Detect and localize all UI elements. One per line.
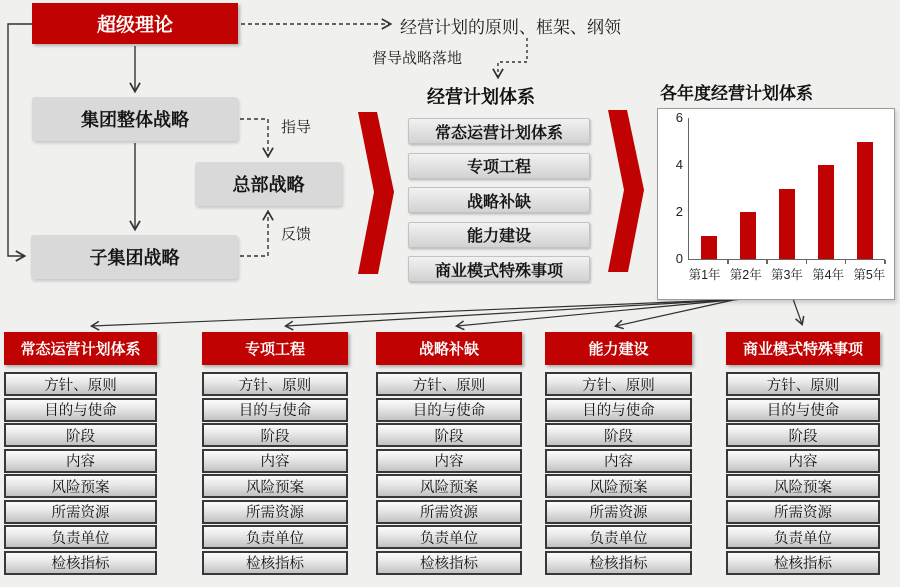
detail-row: 方针、原则 <box>726 372 880 396</box>
detail-row: 所需资源 <box>376 500 522 524</box>
detail-column-rows <box>726 372 880 575</box>
annual-plan-chart <box>657 108 895 300</box>
detail-row: 阶段 <box>726 423 880 447</box>
arrow-to-col-1 <box>92 299 748 326</box>
detail-row: 目的与使命 <box>376 398 522 422</box>
super-theory-box: 超级理论 <box>32 3 238 44</box>
detail-row: 内容 <box>202 449 348 473</box>
plan-system-item: 专项工程 <box>408 153 590 179</box>
detail-row: 所需资源 <box>4 500 157 524</box>
chevron-right-icon <box>608 110 644 272</box>
detail-row: 目的与使命 <box>726 398 880 422</box>
detail-row: 方针、原则 <box>4 372 157 396</box>
detail-row: 负责单位 <box>545 525 692 549</box>
plan-system-item: 战略补缺 <box>408 187 590 213</box>
arrow-to-col-3 <box>457 299 742 326</box>
detail-column-rows <box>4 372 157 575</box>
detail-row: 风险预案 <box>202 474 348 498</box>
detail-column-2 <box>202 332 348 575</box>
chart-bar-第1年 <box>701 236 717 260</box>
chart-x-label: 第1年 <box>688 268 721 282</box>
detail-column-rows <box>202 372 348 575</box>
detail-row: 检核指标 <box>376 551 522 575</box>
chart-plot-area <box>688 118 885 260</box>
detail-column-rows <box>376 372 522 575</box>
chart-x-tickmark <box>845 260 847 264</box>
chart-y-tick: 0 <box>675 251 683 266</box>
chart-y-tick: 2 <box>675 204 683 219</box>
detail-column-header: 商业模式特殊事项 <box>726 332 880 365</box>
detail-row: 所需资源 <box>726 500 880 524</box>
chart-x-label: 第5年 <box>853 268 886 282</box>
hq-strategy-box: 总部战略 <box>195 162 342 206</box>
detail-row: 所需资源 <box>202 500 348 524</box>
chart-y-tick: 4 <box>675 157 683 172</box>
detail-row: 方针、原则 <box>376 372 522 396</box>
detail-row: 检核指标 <box>4 551 157 575</box>
detail-row: 内容 <box>726 449 880 473</box>
arrow-principles-to-plansystem <box>498 38 527 77</box>
plan-system-item: 能力建设 <box>408 222 590 248</box>
supervise-label: 督导战略落地 <box>372 50 463 67</box>
arrow-to-col-4 <box>616 299 738 326</box>
arrow-to-col-2 <box>286 299 745 326</box>
detail-row: 阶段 <box>376 423 522 447</box>
detail-column-rows <box>545 372 692 575</box>
group-strategy-box: 集团整体战略 <box>32 97 238 141</box>
chart-x-label: 第3年 <box>770 268 803 282</box>
detail-row: 负责单位 <box>4 525 157 549</box>
detail-column-5 <box>726 332 880 575</box>
arrow-to-col-5 <box>792 296 802 324</box>
detail-row: 检核指标 <box>202 551 348 575</box>
fanout-arrows <box>92 296 802 326</box>
chevron-left-icon <box>358 112 394 274</box>
detail-row: 内容 <box>545 449 692 473</box>
guide-label: 指导 <box>281 119 312 136</box>
detail-row: 风险预案 <box>726 474 880 498</box>
detail-column-4 <box>545 332 692 575</box>
arrow-super-to-subgroup-bracket <box>8 24 32 256</box>
plan-system-item: 常态运营计划体系 <box>408 118 590 144</box>
chart-bar-第5年 <box>857 142 873 260</box>
detail-row: 内容 <box>4 449 157 473</box>
detail-row: 目的与使命 <box>202 398 348 422</box>
plan-system-item: 商业模式特殊事项 <box>408 256 590 282</box>
detail-row: 风险预案 <box>376 474 522 498</box>
chart-x-tickmark <box>884 260 886 264</box>
arrow-guide <box>240 119 268 156</box>
detail-row: 负责单位 <box>202 525 348 549</box>
chart-x-labels <box>684 265 890 283</box>
sub-group-strategy-box: 子集团战略 <box>31 235 238 279</box>
detail-column-3 <box>376 332 522 575</box>
chart-x-tickmark <box>806 260 808 264</box>
chart-y-tick: 6 <box>675 110 683 125</box>
detail-column-header: 能力建设 <box>545 332 692 365</box>
detail-row: 检核指标 <box>545 551 692 575</box>
detail-row: 阶段 <box>545 423 692 447</box>
detail-column-header: 常态运营计划体系 <box>4 332 157 365</box>
chart-bar-第4年 <box>818 165 834 259</box>
chart-bar-第3年 <box>779 189 795 260</box>
plan-system-heading: 经营计划体系 <box>427 87 535 107</box>
arrow-feedback <box>240 212 268 256</box>
detail-row: 方针、原则 <box>545 372 692 396</box>
detail-column-1 <box>4 332 157 575</box>
detail-row: 目的与使命 <box>4 398 157 422</box>
detail-row: 方针、原则 <box>202 372 348 396</box>
detail-row: 负责单位 <box>726 525 880 549</box>
detail-row: 阶段 <box>202 423 348 447</box>
detail-row: 风险预案 <box>545 474 692 498</box>
chart-x-tickmark <box>766 260 768 264</box>
detail-column-header: 专项工程 <box>202 332 348 365</box>
chart-title: 各年度经营计划体系 <box>660 84 813 103</box>
chart-x-label: 第4年 <box>812 268 845 282</box>
chart-x-label: 第2年 <box>729 268 762 282</box>
plan-system-list <box>408 118 590 288</box>
detail-row: 检核指标 <box>726 551 880 575</box>
principles-text: 经营计划的原则、框架、纲领 <box>400 18 621 37</box>
detail-row: 所需资源 <box>545 500 692 524</box>
chart-bar-第2年 <box>740 212 756 259</box>
detail-row: 负责单位 <box>376 525 522 549</box>
chart-x-tickmark <box>727 260 729 264</box>
detail-column-header: 战略补缺 <box>376 332 522 365</box>
detail-row: 风险预案 <box>4 474 157 498</box>
detail-row: 目的与使命 <box>545 398 692 422</box>
detail-row: 阶段 <box>4 423 157 447</box>
detail-row: 内容 <box>376 449 522 473</box>
feedback-label: 反馈 <box>281 226 312 243</box>
